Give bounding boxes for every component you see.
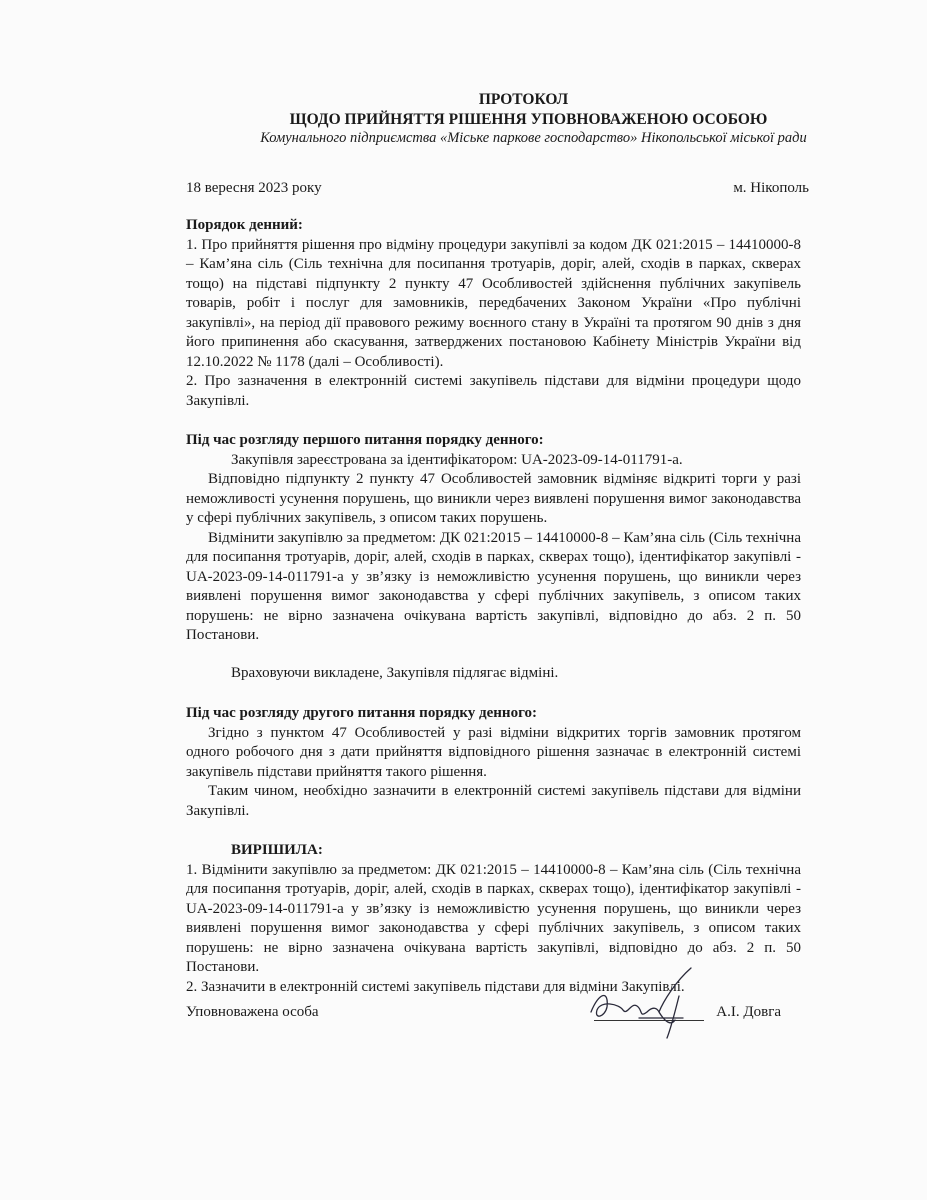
resolution-item-1: 1. Відмінити закупівлю за предметом: ДК 021:2015 – 14410000-8 – Кам’яна сіль (Сіль технічна для посипання тротуарів, доріг, алей, сходів в парках, скверах тощо), ідентифікатор закупівлі - UA-2023-09-14-011791-а у зв’язку із неможливістю усунення порушень, що виникли через виявлені порушення вимог законодавства у сфері публічних закупівель, з описом таких порушень: не вірно зазначена очікувана вартість закупівлі, відповідно до абз. 2 п. 50 Постанови. <box>186 861 801 975</box>
handwritten-signature <box>579 962 719 1042</box>
signatory-role: Уповноважена особа <box>186 1004 319 1020</box>
document-date: 18 вересня 2023 року <box>186 179 322 196</box>
resolution-item-2: 2. Зазначити в електронній системі закупівель підстави для відміни Закупівлі. <box>186 978 685 995</box>
second-question-heading: Під час розгляду другого питання порядку денного: <box>186 705 538 721</box>
first-question-para-2: Відповідно підпункту 2 пункту 47 Особливостей замовник відміняє відкриті торги у разі неможливості усунення порушень, що виникли через виявлені порушення вимог законодавства у сфері публічних закупівель, з описом таких порушень. <box>186 471 801 526</box>
document-body <box>186 90 809 997</box>
document-place: м. Нікополь <box>733 179 809 196</box>
first-question-para-3: Відмінити закупівлю за предметом: ДК 021:2015 – 14410000-8 – Кам’яна сіль (Сіль технічна для посипання тротуарів, доріг, алей, сходів в парках, скверах тощо), ідентифікатор закупівлі - UA-2023-09-14-011791-а у зв’язку із неможливістю усунення порушень, що виникли через виявлені порушення вимог законодавства у сфері публічних закупівель, з описом таких порушень: не вірно зазначена очікувана вартість закупівлі, відповідно до абз. 2 п. 50 Постанови. <box>186 529 801 643</box>
second-question-para-2: Таким чином, необхідно зазначити в електронній системі закупівель підстави для відміни Закупівлі. <box>186 783 801 819</box>
agenda-item-2: 2. Про зазначення в електронній системі закупівель підстави для відміни процедури щодо Закупівлі. <box>186 373 801 409</box>
resolution-heading: ВИРІШИЛА: <box>231 842 323 858</box>
first-question-para-1: Закупівля зареєстрована за ідентифікатором: UA-2023-09-14-011791-а. <box>231 451 683 468</box>
signature-block <box>594 1000 781 1021</box>
document-title-subject: ЩОДО ПРИЙНЯТТЯ РІШЕННЯ УПОВНОВАЖЕНОЮ ОСОБОЮ <box>289 110 768 128</box>
date-place-row <box>186 179 809 199</box>
document-subtitle: Комунального підприємства «Міське паркове господарство» Нікопольської міської ради <box>260 130 807 146</box>
agenda-item-1: 1. Про прийняття рішення про відміну процедури закупівлі за кодом ДК 021:2015 – 14410000-8 – Кам’яна сіль (Сіль технічна для посипання тротуарів, доріг, алей, сходів в парках, скверах тощо) на підставі підпункту 2 пункту 47 Особливостей здійснення публічних закупівель товарів, робіт і послуг для замовників, передбачених Законом України «Про публічні закупівлі», на період дії правового режиму воєнного стану в Україні та протягом 90 днів з дня його припинення або скасування, затверджених постановою Кабінету Міністрів України від 12.10.2022 № 1178 (далі – Особливості). <box>186 236 801 370</box>
first-question-heading: Під час розгляду першого питання порядку денного: <box>186 432 544 448</box>
signatory-name: А.І. Довга <box>716 1004 781 1020</box>
second-question-para-1: Згідно з пунктом 47 Особливостей у разі відміни відкритих торгів замовник протягом одного робочого дня з дати прийняття відповідного рішення зазначає в електронній системі закупівель підстави прийняття такого рішення. <box>186 724 801 780</box>
document-title: ПРОТОКОЛ <box>478 91 569 108</box>
first-question-conclusion: Враховуючи викладене, Закупівля підлягає відміні. <box>231 664 559 681</box>
signature-line <box>594 1000 704 1021</box>
signature-row <box>186 1000 781 1021</box>
agenda-heading: Порядок денний: <box>186 217 303 233</box>
